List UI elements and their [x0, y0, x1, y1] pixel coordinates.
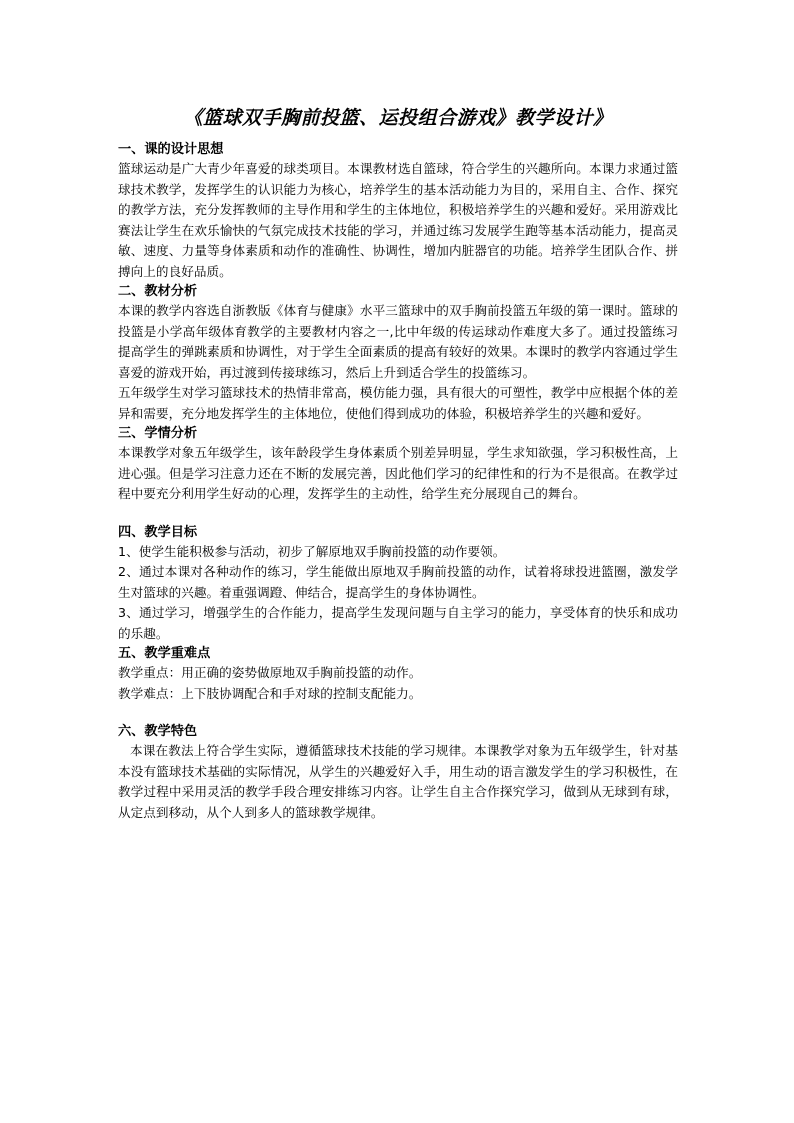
- list-item: 1、使学生能积极参与活动，初步了解原地双手胸前投篮的动作要领。: [118, 543, 506, 559]
- section-heading: 一、课的设计思想: [118, 142, 224, 157]
- document-title: 《篮球双手胸前投篮、运投组合游戏》教学设计》: [183, 107, 613, 129]
- blank-line: [118, 704, 678, 722]
- paragraph: 本课在教法上符合学生实际，遵循篮球技术技能的学习规律。本课教学对象为五年级学生，针对基本没有篮球技术基础的实际情况，从学生的兴趣爱好入手，用生动的语言激发学生的学习积极性，在教学过程中采用灵活的教学手段合理安排练习内容。让学生自主合作探究学习，做到从无球到有球，从定点到移动，从个人到多人的篮球教学规律。: [118, 743, 678, 820]
- section-heading: 三、学情分析: [118, 426, 198, 441]
- paragraph: 教学重点：用正确的姿势做原地双手胸前投篮的动作。: [118, 665, 422, 680]
- paragraph: 教学难点：上下肢协调配合和手对球的控制支配能力。: [118, 685, 422, 701]
- paragraph: 篮球运动是广大青少年喜爱的球类项目。本课教材选自篮球，符合学生的兴趣所向。本课力求通过篮球技术教学，发挥学生的认识能力为核心，培养学生的基本活动能力为目的，采用自主、合作、探究的教学方法，充分发挥教师的主导作用和学生的主体地位，积极培养学生的兴趣和爱好。采用游戏比赛法让学生在欢乐愉快的气氛完成技术技能的学习，并通过练习发展学生跑等基本活动能力，提高灵敏、速度、力量等身体素质和动作的准确性、协调性，增加内脏器官的功能。培养学生团队合作、拼搏向上的良好品质。: [118, 161, 678, 279]
- list-item: 3、通过学习，增强学生的合作能力，提高学生发现问题与自主学习的能力，享受体育的快乐和成功的乐趣。: [118, 605, 678, 641]
- section-heading: 四、教学目标: [118, 524, 198, 540]
- section-material-analysis: [118, 282, 678, 424]
- section-teaching-features: [118, 722, 678, 823]
- list-item: 2、通过本课对各种动作的练习，学生能做出原地双手胸前投篮的动作，试着将球投进篮圈，激发学生对篮球的兴趣。着重强调蹬、伸结合，提高学生的身体协调性。: [118, 564, 678, 600]
- section-key-points: [118, 644, 678, 704]
- paragraph: 本课教学对象五年级学生，该年龄段学生身体素质个别差异明显，学生求知欲强，学习积极性高，上进心强。但是学习注意力还在不断的发展完善，因此他们学习的纪律性和的行为不是很高。在教学过程中要充分利用学生好动的心理，发挥学生的主动性，给学生充分展现自己的舞台。: [118, 445, 678, 501]
- blank-line: [118, 505, 678, 523]
- section-heading: 二、教材分析: [118, 284, 198, 299]
- section-heading: 六、教学特色: [118, 724, 198, 739]
- section-student-analysis: [118, 424, 678, 505]
- paragraph: 本课的教学内容选自浙教版《体育与健康》水平三篮球中的双手胸前投篮五年级的第一课时。篮球的投篮是小学高年级体育教学的主要教材内容之一,比中年级的传运球动作难度大多了。通过投篮练习提高学生的弹跳素质和协调性，对于学生全面素质的提高有较好的效果。本课时的教学内容通过学生喜爱的游戏开始，再过渡到传接球练习，然后上升到适合学生的投篮练习。: [118, 303, 678, 380]
- paragraph: 五年级学生对学习篮球技术的热情非常高，模仿能力强，具有很大的可塑性，教学中应根据个体的差异和需要，充分地发挥学生的主体地位，使他们得到成功的体验，积极培养学生的兴趣和爱好。: [118, 385, 678, 421]
- document-body: [118, 104, 678, 823]
- section-design-idea: [118, 140, 678, 282]
- section-heading: 五、教学重难点: [118, 646, 211, 661]
- section-teaching-goals: [118, 523, 678, 645]
